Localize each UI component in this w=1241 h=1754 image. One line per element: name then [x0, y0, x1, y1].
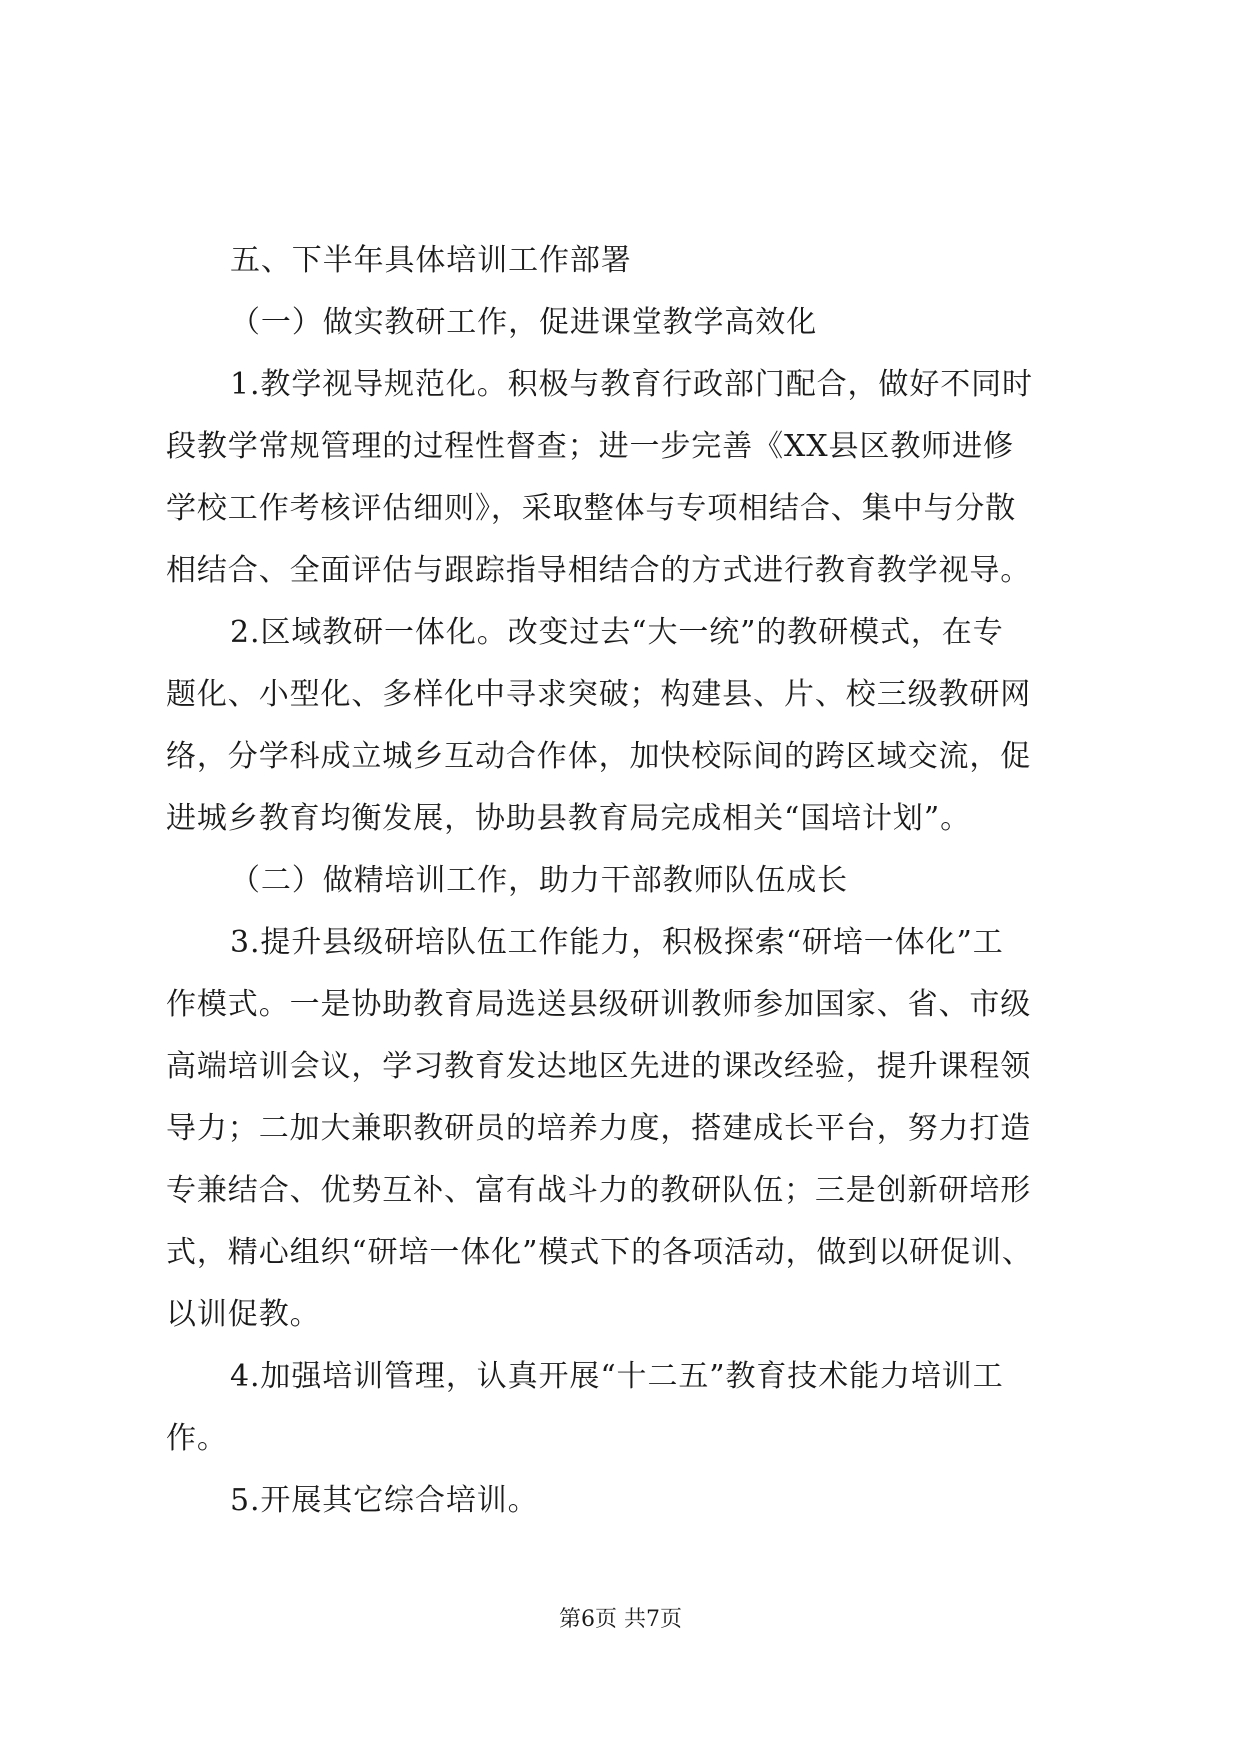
paragraph-line: 高端培训会议，学习教育发达地区先进的课改经验，提升课程领 [166, 1049, 1032, 1084]
paragraph-line: 相结合、全面评估与跟踪指导相结合的方式进行教育教学视导。 [166, 553, 1032, 588]
paragraph-line: 4.加强培训管理，认真开展“十二五”教育技术能力培训工 [230, 1359, 1004, 1394]
document-body [166, 230, 1076, 1532]
paragraph-line: 3.提升县级研培队伍工作能力，积极探索“研培一体化”工 [230, 925, 1004, 960]
paragraph-line: 5.开展其它综合培训。 [230, 1483, 539, 1518]
subsection-heading: （一）做实教研工作，促进课堂教学高效化 [230, 305, 818, 340]
paragraph-line: 进城乡教育均衡发展，协助县教育局完成相关“国培计划”。 [166, 801, 971, 836]
paragraph-line: 作模式。一是协助教育局选送县级研训教师参加国家、省、市级 [166, 987, 1032, 1022]
subsection-heading: （二）做精培训工作，助力干部教师队伍成长 [230, 863, 848, 898]
paragraph-line: 以训促教。 [166, 1297, 321, 1332]
page-number-footer: 第6页 共7页 [559, 1607, 682, 1632]
section-heading: 五、下半年具体培训工作部署 [230, 243, 632, 278]
paragraph-line: 式，精心组织“研培一体化”模式下的各项活动，做到以研促训、 [166, 1235, 1033, 1270]
paragraph-line: 络，分学科成立城乡互动合作体，加快校际间的跨区域交流，促 [166, 739, 1032, 774]
paragraph-line: 学校工作考核评估细则》，采取整体与专项相结合、集中与分散 [166, 491, 1017, 526]
paragraph-line: 段教学常规管理的过程性督查；进一步完善《XX县区教师进修 [166, 429, 1014, 464]
paragraph-line: 专兼结合、优势互补、富有战斗力的教研队伍；三是创新研培形 [166, 1173, 1032, 1208]
paragraph-line: 2.区域教研一体化。改变过去“大一统”的教研模式，在专 [230, 615, 1004, 650]
paragraph-line: 题化、小型化、多样化中寻求突破；构建县、片、校三级教研网 [166, 677, 1032, 712]
paragraph-line: 导力；二加大兼职教研员的培养力度，搭建成长平台，努力打造 [166, 1111, 1032, 1146]
paragraph-line: 作。 [166, 1421, 228, 1456]
paragraph-line: 1.教学视导规范化。积极与教育行政部门配合，做好不同时 [230, 367, 1033, 402]
